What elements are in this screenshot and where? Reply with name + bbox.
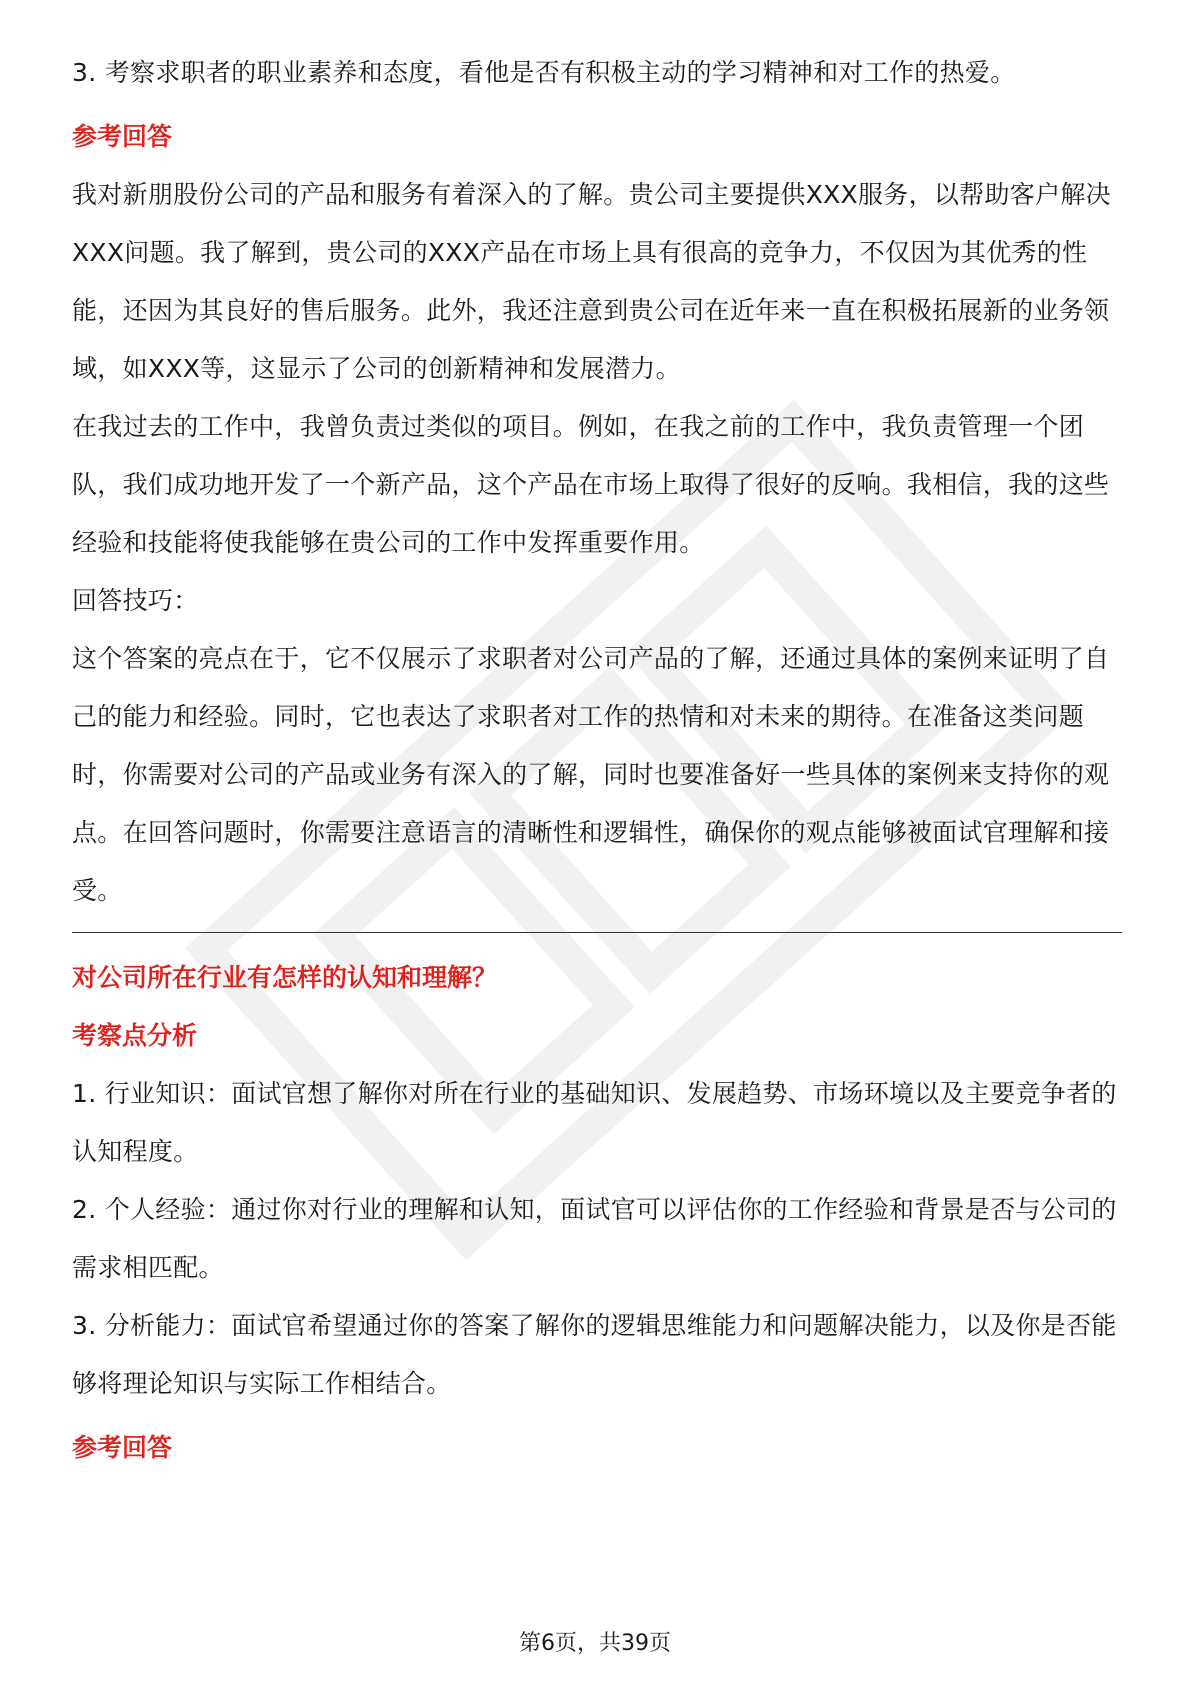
answer-tips-label: 回答技巧：	[72, 586, 199, 615]
analysis-point-2: 2. 个人经验：通过你对行业的理解和认知，面试官可以评估你的工作经验和背景是否与公司的需求相匹配。	[72, 1195, 1117, 1282]
answer-paragraph-1: 我对新朋股份公司的产品和服务有着深入的了解。贵公司主要提供XXX服务，以帮助客户解决XXX问题。我了解到，贵公司的XXX产品在市场上具有很高的竞争力，不仅因为其优秀的性能，还因为其良好的售后服务。此外，我还注意到贵公司在近年来一直在积极拓展新的业务领域，如XXX等，这显示了公司的创新精神和发展潜力。	[72, 180, 1111, 383]
analysis-heading: 考察点分析	[72, 1021, 198, 1050]
assessment-point-3: 3. 考察求职者的职业素养和态度，看他是否有积极主动的学习精神和对工作的热爱。	[72, 58, 1016, 87]
reference-answer-heading: 参考回答	[72, 122, 173, 151]
answer-tips-paragraph: 这个答案的亮点在于，它不仅展示了求职者对公司产品的了解，还通过具体的案例来证明了自己的能力和经验。同时，它也表达了求职者对工作的热情和对未来的期待。在准备这类问题时，你需要对公司的产品或业务有深入的了解，同时也要准备好一些具体的案例来支持你的观点。在回答问题时，你需要注意语言的清晰性和逻辑性，确保你的观点能够被面试官理解和接受。	[72, 644, 1110, 905]
reference-answer-heading-2: 参考回答	[72, 1433, 173, 1462]
section-divider	[72, 932, 1122, 933]
question-title: 对公司所在行业有怎样的认知和理解？	[72, 963, 498, 992]
document-body	[72, 44, 1122, 1477]
analysis-point-1: 1. 行业知识：面试官想了解你对所在行业的基础知识、发展趋势、市场环境以及主要竞争者的认知程度。	[72, 1079, 1117, 1166]
analysis-point-3: 3. 分析能力：面试官希望通过你的答案了解你的逻辑思维能力和问题解决能力，以及你是否能够将理论知识与实际工作相结合。	[72, 1311, 1117, 1398]
page-number: 第6页，共39页	[519, 1631, 671, 1656]
answer-paragraph-2: 在我过去的工作中，我曾负责过类似的项目。例如，在我之前的工作中，我负责管理一个团队，我们成功地开发了一个新产品，这个产品在市场上取得了很好的反响。我相信，我的这些经验和技能将使我能够在贵公司的工作中发挥重要作用。	[72, 412, 1110, 557]
